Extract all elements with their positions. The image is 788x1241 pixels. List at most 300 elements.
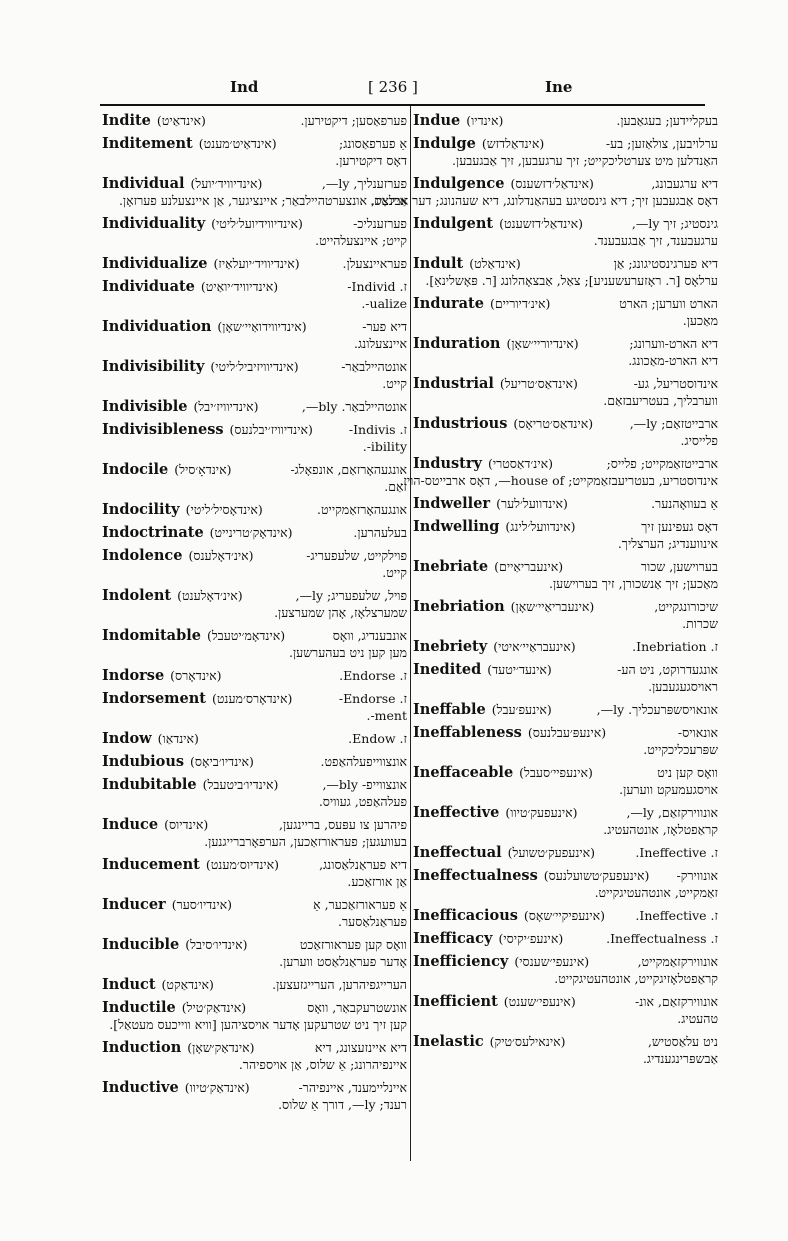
dictionary-entry — [102, 816, 407, 850]
page-header — [100, 78, 690, 100]
definition: הארט ווערען; הארט — [619, 296, 718, 311]
entry-line — [102, 112, 407, 129]
dictionary-entry — [102, 135, 407, 169]
entry-line — [102, 278, 407, 295]
definition: אונווירק- — [676, 868, 718, 883]
headword: Ineffectualness — [413, 867, 538, 884]
dictionary-entry — [102, 1079, 407, 1113]
definition-continued: קען זיך ניט שטרעקען אָדער אויסציהען [וויא ווייכעס מעטאַל]. — [109, 1017, 407, 1032]
dictionary-entry — [102, 524, 407, 541]
entry-line — [413, 558, 718, 575]
headword: Indocile — [102, 461, 169, 478]
definition: אונגעהאָרזאַם, אונפאָלג- — [290, 462, 407, 477]
definition-continued: ualize-. — [361, 296, 407, 311]
entry-line — [413, 764, 718, 781]
definition-continued: ibility-. — [362, 439, 407, 454]
definition: דיא פעראַנלאַסונג, — [319, 857, 407, 872]
headword: Ineffectual — [413, 844, 502, 861]
entry-line — [413, 135, 718, 152]
pronunciation: (אינדאַל׳דזשענס) — [510, 176, 594, 191]
definition-continued: ראויסגעגעבען. — [648, 679, 718, 694]
entry-line — [102, 730, 407, 747]
definition: ז. Ineffectualness. — [606, 931, 718, 946]
definition: אונטהיילבאַר. bly—, — [301, 399, 407, 414]
dictionary-entry — [413, 295, 718, 329]
entry-line — [102, 215, 407, 232]
headword: Indorsement — [102, 690, 206, 707]
pronunciation: (אינעבריאַיי׳שאָן) — [510, 599, 595, 614]
definition: פויל, שלעפעריג; ly—, — [295, 588, 407, 603]
entry-line — [102, 421, 407, 438]
definition-continued: שמערצלאָז, אָהן שמערצען. — [274, 605, 407, 620]
headword: Industrial — [413, 375, 494, 392]
dictionary-entry — [413, 661, 718, 695]
headword: Indurate — [413, 295, 484, 312]
headword: Ineffable — [413, 701, 486, 718]
pronunciation: (אינדאַלדזש) — [481, 136, 545, 151]
definition-continued: קייט. — [382, 565, 407, 580]
pronunciation: (אינדיוויד׳יואַיט) — [200, 279, 279, 294]
headword: Ineffableness — [413, 724, 522, 741]
pronunciation: (אינדיו) — [466, 113, 504, 128]
dictionary-entry — [413, 804, 718, 838]
pronunciation: (אינדיוס׳מענט) — [205, 857, 280, 872]
headword: Indite — [102, 112, 151, 129]
entry-line — [102, 358, 407, 375]
pronunciation: (אינעבראַיי׳איטי) — [493, 639, 576, 654]
definition: דיא ערגעבונג, — [651, 176, 718, 191]
headword: Individuality — [102, 215, 206, 232]
definition-continued: אַן אורזאַכע. — [347, 874, 407, 889]
dictionary-entry — [413, 255, 718, 289]
entry-line — [102, 816, 407, 833]
entry-line — [413, 598, 718, 615]
headword: Inebriate — [413, 558, 489, 575]
dictionary-entry — [413, 215, 718, 249]
entry-line — [413, 495, 718, 512]
definition-continued: איינציג, אונצערטהיילבאַר; איינציגער, אַן איינצעלנע פערזאָן. — [118, 193, 407, 208]
pronunciation: (אינדוועל׳לינג) — [505, 519, 576, 534]
dictionary-entry — [102, 398, 407, 415]
header-rule — [100, 104, 705, 106]
definition-continued: אָדער פעראַנלאַסט ווערען. — [279, 954, 407, 969]
headword: Individuate — [102, 278, 195, 295]
definition-continued: שכרות. — [682, 616, 718, 631]
dictionary-entry — [413, 867, 718, 901]
entry-line — [102, 776, 407, 793]
definition: פערפאַסען; דיקטירען. — [300, 113, 407, 128]
headword: Inducement — [102, 856, 200, 873]
definition: ערלויבען, צולאַזען; בע- — [605, 136, 718, 151]
entry-line — [102, 135, 407, 152]
headword: Inductive — [102, 1079, 179, 1096]
definition: אונצווייפעלהאַפט. — [320, 754, 407, 769]
definition: ארבייטזאַם; ly—, — [629, 416, 718, 431]
pronunciation: (אינ׳דאָלענט) — [177, 588, 243, 603]
entry-line — [413, 724, 718, 741]
definition-continued: פלייסיג. — [680, 433, 718, 448]
definition: בעלעהרען. — [353, 525, 407, 540]
headword: Individuation — [102, 318, 212, 335]
dictionary-entry — [102, 976, 407, 993]
dictionary-entry — [102, 547, 407, 581]
dictionary-entry — [102, 255, 407, 272]
entry-line — [102, 856, 407, 873]
definition: אונשטרעקבאַר, וואָס — [307, 1000, 407, 1015]
entry-line — [413, 867, 718, 884]
headword: Induct — [102, 976, 156, 993]
definition-continued: אַבשפּרינגענדיג. — [642, 1051, 718, 1066]
definition: ז. Ineffective. — [635, 845, 718, 860]
definition-continued: קראַפטלאָז, אונטהעטיג. — [603, 822, 718, 837]
definition: ארבייטזאַמקייט; פלייס; — [606, 456, 718, 471]
entry-line — [102, 318, 407, 335]
definition-continued: איינצעלונג. — [354, 336, 407, 351]
entry-line — [102, 936, 407, 953]
pronunciation: (אינדאַק׳טיל) — [181, 1000, 247, 1015]
pronunciation: (אינאילעס׳טיק) — [489, 1034, 566, 1049]
pronunciation: (אינדאָק׳טרינייט) — [209, 525, 293, 540]
headword: Inducible — [102, 936, 180, 953]
dictionary-entry — [102, 461, 407, 495]
definition-continued: זאַמקייט, אונטהעטיגקייט. — [594, 885, 718, 900]
definition-continued: ment-. — [366, 708, 407, 723]
entry-line — [102, 175, 407, 192]
entry-line — [102, 667, 407, 684]
pronunciation: (אינדיו׳סיבל) — [185, 937, 248, 952]
definition: ז. Individ- — [347, 279, 407, 294]
definition-continued: ערלאָס [ר. ראָזערעשעניע]; צאַל, אַבצאָהלונג [ר. פּאָשלינאַ]. — [425, 273, 718, 288]
entry-line — [102, 999, 407, 1016]
dictionary-entry — [399, 455, 718, 489]
definition: דיא פער- — [362, 319, 407, 334]
entry-line — [102, 461, 407, 478]
entry-line — [413, 295, 718, 312]
entry-line — [413, 993, 718, 1010]
definition: פעראיינצעלן. — [342, 256, 407, 271]
dictionary-entry — [102, 421, 407, 455]
dictionary-entry — [102, 753, 407, 770]
dictionary-entry — [102, 896, 407, 930]
definition: אונווירקזאַם, ly—, — [626, 805, 718, 820]
definition: ז. Ineffective. — [635, 908, 718, 923]
dictionary-entry — [102, 358, 407, 392]
pronunciation: (אינדאָ׳סיל) — [174, 462, 232, 477]
entry-line — [102, 398, 407, 415]
entry-line — [413, 638, 718, 655]
headword: Inefficiency — [413, 953, 509, 970]
entry-line — [413, 455, 718, 472]
definition: דיא איינזעצונג, דיא — [314, 1040, 407, 1055]
dictionary-entry — [102, 112, 407, 129]
headword: Individualize — [102, 255, 208, 272]
dictionary-entry — [102, 667, 407, 684]
headword: Induce — [102, 816, 159, 833]
headword: Ineffaceable — [413, 764, 514, 781]
entry-line — [102, 627, 407, 644]
pronunciation: (אינדאָרס׳מענט) — [211, 691, 293, 706]
dictionary-entry — [413, 112, 718, 129]
definition: אונווירקזאַם, אונ- — [635, 994, 718, 1009]
dictionary-entry — [413, 638, 718, 655]
pronunciation: (אינדאַו) — [157, 731, 199, 746]
headword: Inducer — [102, 896, 166, 913]
definition-continued: רענד; ly—, דורך אַ שלוס. — [278, 1097, 407, 1112]
definition: פערזענליכ- — [353, 216, 407, 231]
pronunciation: (אינדאַל׳דזשענט) — [499, 216, 584, 231]
definition: אַ פערפאַסונג; — [339, 136, 407, 151]
dictionary-entry — [413, 907, 718, 924]
entry-line — [413, 415, 718, 432]
definition: וואָס קען פעראורזאַכט — [299, 937, 407, 952]
headword: Indomitable — [102, 627, 201, 644]
headword: Indocility — [102, 501, 180, 518]
headword: Indivisibility — [102, 358, 205, 375]
pronunciation: (אינעפיי׳סעבל) — [519, 765, 593, 780]
definition: שיכורונגקייט, — [654, 599, 718, 614]
pronunciation: (אינעפיקיי׳שאָס) — [523, 908, 605, 923]
entry-line — [102, 524, 407, 541]
dictionary-entry — [413, 558, 718, 592]
pronunciation: (אינדיוריי׳שאָן) — [506, 336, 579, 351]
dictionary-entry — [102, 776, 407, 810]
dictionary-entry — [413, 930, 718, 947]
dictionary-entry — [413, 375, 718, 409]
entry-line — [413, 804, 718, 821]
dictionary-entry — [102, 175, 407, 209]
definition: אונבענדיג, וואָס — [332, 628, 407, 643]
pronunciation: (אינדאָמ׳יטעבל) — [206, 628, 286, 643]
dictionary-entry — [413, 1033, 718, 1067]
pronunciation: (אינדיוויד׳יועלאַיז) — [213, 256, 300, 271]
definition: פיהרען צו עפּעס, בריינגען, — [278, 817, 407, 832]
column-divider — [410, 106, 411, 1161]
headword: Indoctrinate — [102, 524, 204, 541]
entry-line — [102, 547, 407, 564]
entry-line — [102, 1039, 407, 1056]
definition-continued: אויסגעמעקט ווערען. — [619, 782, 718, 797]
headword: Indweller — [413, 495, 491, 512]
definition-continued: האַנדלען מיט צערטליכקייט; זיך ערגעבען, זיך אַבגעבען. — [452, 153, 718, 168]
definition: אונווירקזאַמקייט, — [637, 954, 718, 969]
dictionary-entry — [102, 215, 407, 249]
definition-continued: פעלהאַפט, געוויס. — [318, 794, 407, 809]
definition: אַ פעראורזאַכער, אַ — [313, 897, 407, 912]
headword: Inefficient — [413, 993, 498, 1010]
definition: ז. Indivis- — [348, 422, 407, 437]
entry-line — [102, 690, 407, 707]
pronunciation: (אינדאַק׳שאָן) — [187, 1040, 255, 1055]
definition: בערוישען, שכור — [640, 559, 718, 574]
headword: Industrious — [413, 415, 508, 432]
entry-line — [102, 255, 407, 272]
definition: אונצווייפ- bly—, — [322, 777, 407, 792]
pronunciation: (אינדאָסיל׳ליטי) — [185, 502, 263, 517]
headword: Individual — [102, 175, 185, 192]
entry-line — [102, 587, 407, 604]
definition: אונגעהאָרזאַמקייט. — [317, 502, 407, 517]
pronunciation: (אינדאַקט) — [161, 977, 214, 992]
definition: פערזענליך, ly—, — [321, 176, 407, 191]
definition: אינדוסטריעל, גע- — [633, 376, 718, 391]
dictionary-entry — [413, 415, 718, 449]
headword: Induction — [102, 1039, 182, 1056]
definition-continued: קראַפטלאָזיגקייט, אונטהעטיגקייט. — [554, 971, 718, 986]
headword: Indolent — [102, 587, 172, 604]
definition: ז. Endorse- — [338, 691, 407, 706]
pronunciation: (אינעפי׳שענסי) — [514, 954, 590, 969]
dictionary-entry — [102, 627, 407, 661]
headword: Indorse — [102, 667, 165, 684]
headword: Indulgence — [413, 175, 505, 192]
entry-line — [413, 953, 718, 970]
definition: אונטהיילבאַר- — [341, 359, 407, 374]
dictionary-entry — [102, 318, 407, 352]
pronunciation: (אינדיו׳ביאָס) — [190, 754, 254, 769]
pronunciation: (אינעפעק׳טיוו) — [505, 805, 578, 820]
definition-continued: פעראַנלאַסער. — [338, 914, 407, 929]
pronunciation: (אינעפעק׳טשועלנעס) — [543, 868, 650, 883]
headword: Induration — [413, 335, 501, 352]
dictionary-entry — [102, 690, 407, 724]
definition-continued: קייט; איינצעלהייט. — [315, 233, 407, 248]
dictionary-entry — [102, 730, 407, 747]
definition-continued: מאַכען; זיך אַנשכורן, זיך בערוישען. — [548, 576, 718, 591]
definition: ניט עלאַסטיש, — [647, 1034, 718, 1049]
entry-line — [413, 930, 718, 947]
pronunciation: (אינעפּ׳עבלנעס) — [527, 725, 607, 740]
definition-continued: דאָס דיקטירען. — [335, 153, 407, 168]
pronunciation: (אינדיוויד׳יועל) — [190, 176, 263, 191]
definition-continued: איינפיהרונג; אַ שלוס, אַן אויספיהר. — [238, 1057, 407, 1072]
entry-line — [413, 215, 718, 232]
entry-line — [413, 255, 718, 272]
headword: Indubitable — [102, 776, 197, 793]
entry-line — [413, 112, 718, 129]
entry-line — [102, 753, 407, 770]
headword: Indue — [413, 112, 461, 129]
definition: אונגעדרוקט, ניט הע- — [617, 662, 718, 677]
headword: Inebriation — [413, 598, 505, 615]
dictionary-entry — [102, 999, 407, 1033]
pronunciation: (אינדיווידיועל׳ליטי) — [211, 216, 303, 231]
pronunciation: (אינדאָרס) — [170, 668, 222, 683]
pronunciation: (אינעבריאַיים) — [494, 559, 564, 574]
headword: Inditement — [102, 135, 193, 152]
definition-continued: טהעטיג. — [677, 1011, 718, 1026]
definition: בעקליידען; בעגאַבען. — [616, 113, 718, 128]
dictionary-entry — [102, 587, 407, 621]
dictionary-entry — [413, 953, 718, 987]
dictionary-entry — [102, 501, 407, 518]
pronunciation: (אינ׳דיוריים) — [489, 296, 551, 311]
headword: Indolence — [102, 547, 183, 564]
definition: דאָס געפינען זיך — [641, 519, 718, 534]
entry-line — [413, 701, 718, 718]
entry-line — [413, 1033, 718, 1050]
pronunciation: (אינדיוויזיביל׳ליטי) — [210, 359, 299, 374]
pronunciation: (אינדאַיט) — [156, 113, 206, 128]
definition: דיא פערגינסטיגונג; אַן — [613, 256, 718, 271]
definition: ז. Inebriation. — [632, 639, 718, 654]
definition: וואָס קען ניט — [657, 765, 718, 780]
definition-continued: שפּרעכליכקייט. — [643, 742, 718, 757]
headword: Indwelling — [413, 518, 500, 535]
entry-line — [413, 844, 718, 861]
entry-line — [413, 661, 718, 678]
dictionary-entry — [413, 764, 718, 798]
pronunciation: (אינעפ׳יקיסי) — [498, 931, 564, 946]
dictionary-entry — [102, 936, 407, 970]
entry-line — [102, 1079, 407, 1096]
dictionary-entry — [413, 495, 718, 512]
pronunciation: (אינדיווידואַיי׳שאָן) — [217, 319, 307, 334]
headword: Indulge — [413, 135, 476, 152]
dictionary-entry — [102, 1039, 407, 1073]
pronunciation: (אינעד׳יטעד) — [487, 662, 552, 677]
headword: Indulgent — [413, 215, 494, 232]
headword: Inefficacy — [413, 930, 493, 947]
dictionary-entry — [413, 993, 718, 1027]
definition-continued: אינווענדיג; הערצליך. — [617, 536, 718, 551]
definition-continued: מען קען ניט בעהערשען. — [288, 645, 407, 660]
definition: ז. Endorse. — [339, 668, 407, 683]
headword: Ineffective — [413, 804, 500, 821]
definition-continued: ווערבליך, בעטריעבזאַם. — [603, 393, 718, 408]
pronunciation: (אינעפי׳שענט) — [503, 994, 576, 1009]
headword: Inedited — [413, 661, 482, 678]
right-guide-word: Ine — [545, 78, 573, 96]
pronunciation: (אינדאַס׳טריאָס) — [513, 416, 594, 431]
dictionary-entry — [413, 135, 718, 169]
dictionary-entry — [102, 856, 407, 890]
left-guide-word: Ind — [230, 78, 259, 96]
pronunciation: (אינדיוויז׳יבלנעס) — [229, 422, 313, 437]
page-number: [ 236 ] — [368, 78, 418, 96]
definition-continued: דאָס אַבגעבען זיך; דיא גינסטיגע בעהאַנדלונג, דיא שעהנונג; דער אַבלאַס. — [370, 193, 718, 208]
definition: ז. Endow. — [348, 731, 407, 746]
headword: Inelastic — [413, 1033, 484, 1050]
pronunciation: (אינדאַיט׳מענט) — [198, 136, 277, 151]
dictionary-entry — [413, 335, 718, 369]
entry-line — [413, 518, 718, 535]
definition: דיא הארט-ווערונג; — [629, 336, 718, 351]
entry-line — [413, 375, 718, 392]
definition: הערייגפיהרען, הערייגזעצען. — [272, 977, 407, 992]
definition: אונאויס- — [677, 725, 718, 740]
dictionary-entry — [413, 518, 718, 552]
entry-line — [413, 335, 718, 352]
dictionary-entry — [413, 724, 718, 758]
definition: אונאויסשפּרעכליך. ly—, — [596, 702, 718, 717]
headword: Inductile — [102, 999, 176, 1016]
headword: Inefficacious — [413, 907, 518, 924]
dictionary-entry — [413, 598, 718, 632]
headword: Inebriety — [413, 638, 488, 655]
pronunciation: (אינ׳דאָלענס) — [188, 548, 254, 563]
entry-line — [102, 976, 407, 993]
dictionary-entry — [370, 175, 718, 209]
headword: Indow — [102, 730, 152, 747]
definition-continued: בעוועגען; פעראורזאַכען, הערפאָרברייגנען. — [204, 834, 407, 849]
definition-continued: מאַכען. — [682, 313, 718, 328]
definition: אַ בעוואָהנער. — [651, 496, 718, 511]
pronunciation: (אינדאַק׳טיוו) — [184, 1080, 250, 1095]
pronunciation: (אינדוועל׳לער) — [496, 496, 568, 511]
pronunciation: (אינדיוויז׳יבל) — [193, 399, 259, 414]
dictionary-entry — [102, 278, 407, 312]
pronunciation: (אינדאַלט) — [469, 256, 521, 271]
